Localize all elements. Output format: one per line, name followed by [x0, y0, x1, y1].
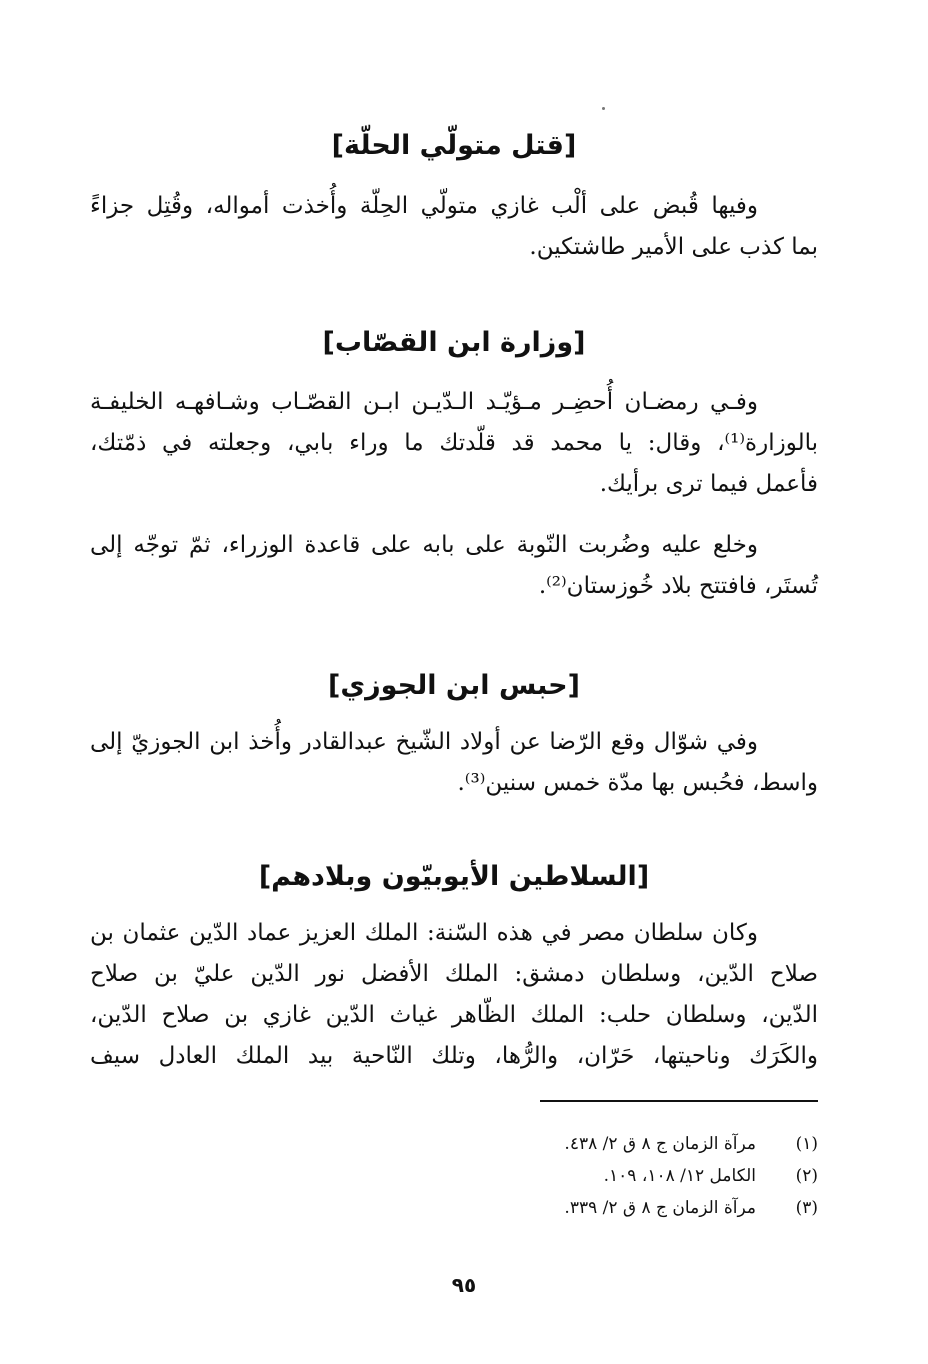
section-heading: [قتل متولّي الحلّة] [331, 130, 577, 161]
section-heading: [السلاطين الأيوبيّون وبلادهم] [258, 861, 650, 892]
footnotes [300, 1128, 818, 1224]
footnote-number: (١) [795, 1134, 818, 1154]
page-number: ٩٥ [451, 1273, 477, 1297]
section-heading: [حبس ابن الجوزي] [328, 670, 580, 701]
footnote-divider [540, 1100, 818, 1102]
paragraph-line: وفي شوّال وقع الرّضا عن أولاد الشّيخ عبدالقادر وأُخذ ابن الجوزيّ إلى [90, 729, 758, 755]
footnote-number: (٣) [795, 1198, 818, 1218]
paragraph-line: الدّين، وسلطان حلب: الملك الظّاهر غياث الدّين غازي بن صلاح الدّين، [90, 1002, 818, 1028]
paragraph [90, 382, 818, 505]
paragraph [90, 722, 818, 804]
paragraph [90, 525, 818, 607]
paragraph [90, 913, 818, 1077]
footnote-text: مرآة الزمان ج ٨ ق ٢/ ٤٣٨. [564, 1134, 756, 1154]
paragraph-line: واسط، فحُبس بها مدّة خمس سنين⁽³⁾. [457, 770, 818, 796]
footnote-number: (٢) [795, 1166, 818, 1186]
footnote-text: مرآة الزمان ج ٨ ق ٢/ ٣٣٩. [564, 1198, 756, 1218]
paragraph-line: صلاح الدّين، وسلطان دمشق: الملك الأفضل نور الدّين عليّ بن صلاح [90, 961, 818, 987]
paragraph-line: بالوزارة⁽¹⁾، وقال: يا محمد قد قلّدتك ما وراء بابي، وجعلته في ذمّتك، [90, 430, 818, 456]
paragraph-line: وخلع عليه وضُربت النّوبة على بابه على قاعدة الوزراء، ثمّ توجّه إلى [90, 532, 758, 558]
footnote [300, 1128, 818, 1160]
paragraph-line: والكَرَك وناحيتها، حَرّان، والرُّها، وتلك النّاحية بيد الملك العادل سيف [90, 1043, 818, 1069]
footnote-text: الكامل ١٢/ ١٠٨، ١٠٩. [603, 1166, 756, 1186]
footnote [300, 1160, 818, 1192]
paragraph-line: فأعمل فيما ترى برأيك. [599, 471, 818, 497]
footnote [300, 1192, 818, 1224]
paragraph-line: وفيها قُبض على ألْب غازي متولّي الحِلّة وأُخذت أمواله، وقُتِل جزاءً [90, 193, 758, 219]
paragraph-line: وكان سلطان مصر في هذه السّنة: الملك العزيز عماد الدّين عثمان بن [90, 920, 758, 946]
scan-speck [602, 107, 605, 110]
paragraph-line: بما كذب على الأمير طاشتكين. [529, 234, 818, 260]
paragraph-line: تُستَر، فافتتح بلاد خُوزستان⁽²⁾. [538, 573, 818, 599]
paragraph-line: وفـي رمضـان أُحضِـر مـؤيّـد الـدّيـن ابـن القصّـاب وشـافهـه الخليفـة [90, 389, 758, 415]
section-heading: [وزارة ابن القصّاب] [322, 327, 586, 358]
paragraph [90, 186, 818, 268]
